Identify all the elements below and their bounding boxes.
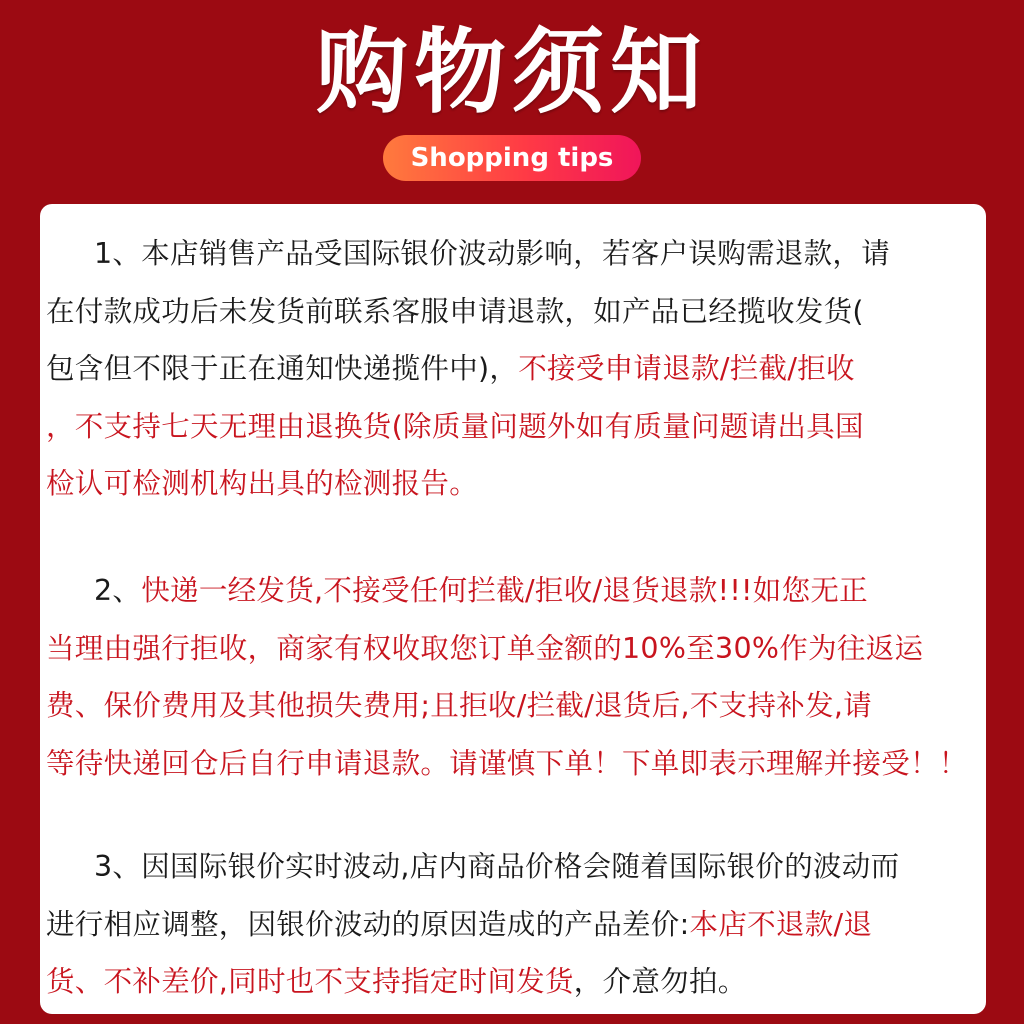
notice-emphasis-line: 费、保价费用及其他损失费用;且拒收/拦截/退货后,不支持补发,请 — [46, 689, 873, 723]
notice-emphasis-line: 检认可检测机构出具的检测报告。 — [46, 467, 479, 501]
notice-line: 1、本店销售产品受国际银价波动影响，若客户误购需退款，请 — [94, 237, 891, 270]
notice-line — [46, 953, 980, 1011]
notice-line — [46, 340, 980, 398]
notice-emphasis: 本店不退款/退 — [689, 907, 873, 941]
notice-text: 2、 — [94, 574, 142, 607]
notice-emphasis-line: 等待快递回仓后自行申请退款。请谨慎下单！下单即表示理解并接受！！ — [46, 746, 968, 780]
notice-card — [40, 204, 986, 1014]
notice-emphasis-line: ，不支持七天无理由退换货(除质量问题外如有质量问题请出具国 — [46, 409, 864, 443]
notice-line — [46, 896, 980, 954]
page-title: 购物须知 — [315, 19, 708, 126]
notice-line — [46, 562, 980, 620]
notice-text: ，介意勿拍。 — [573, 965, 747, 999]
notice-paragraph-2 — [46, 562, 980, 792]
notice-emphasis: 货、不补差价,同时也不支持指定时间发货 — [46, 965, 574, 999]
notice-paragraph-3 — [46, 838, 980, 1011]
notice-emphasis-line: 当理由强行拒收，商家有权收取您订单金额的10%至30%作为往返运 — [46, 631, 924, 665]
notice-emphasis: 快递一经发货,不接受任何拦截/拒收/退货退款!!!如您无正 — [141, 574, 868, 607]
notice-emphasis: 不接受申请退款/拦截/拒收 — [518, 352, 855, 386]
notice-paragraph-1 — [46, 225, 980, 513]
notice-text: 进行相应调整，因银价波动的原因造成的产品差价: — [46, 907, 690, 941]
shopping-tips-badge: Shopping tips — [383, 135, 641, 181]
notice-text: 包含但不限于正在通知快递揽件中)， — [46, 352, 519, 386]
notice-line: 3、因国际银价实时波动,店内商品价格会随着国际银价的波动而 — [94, 850, 900, 883]
notice-line: 在付款成功后未发货前联系客服申请退款，如产品已经揽收发货( — [46, 294, 864, 328]
